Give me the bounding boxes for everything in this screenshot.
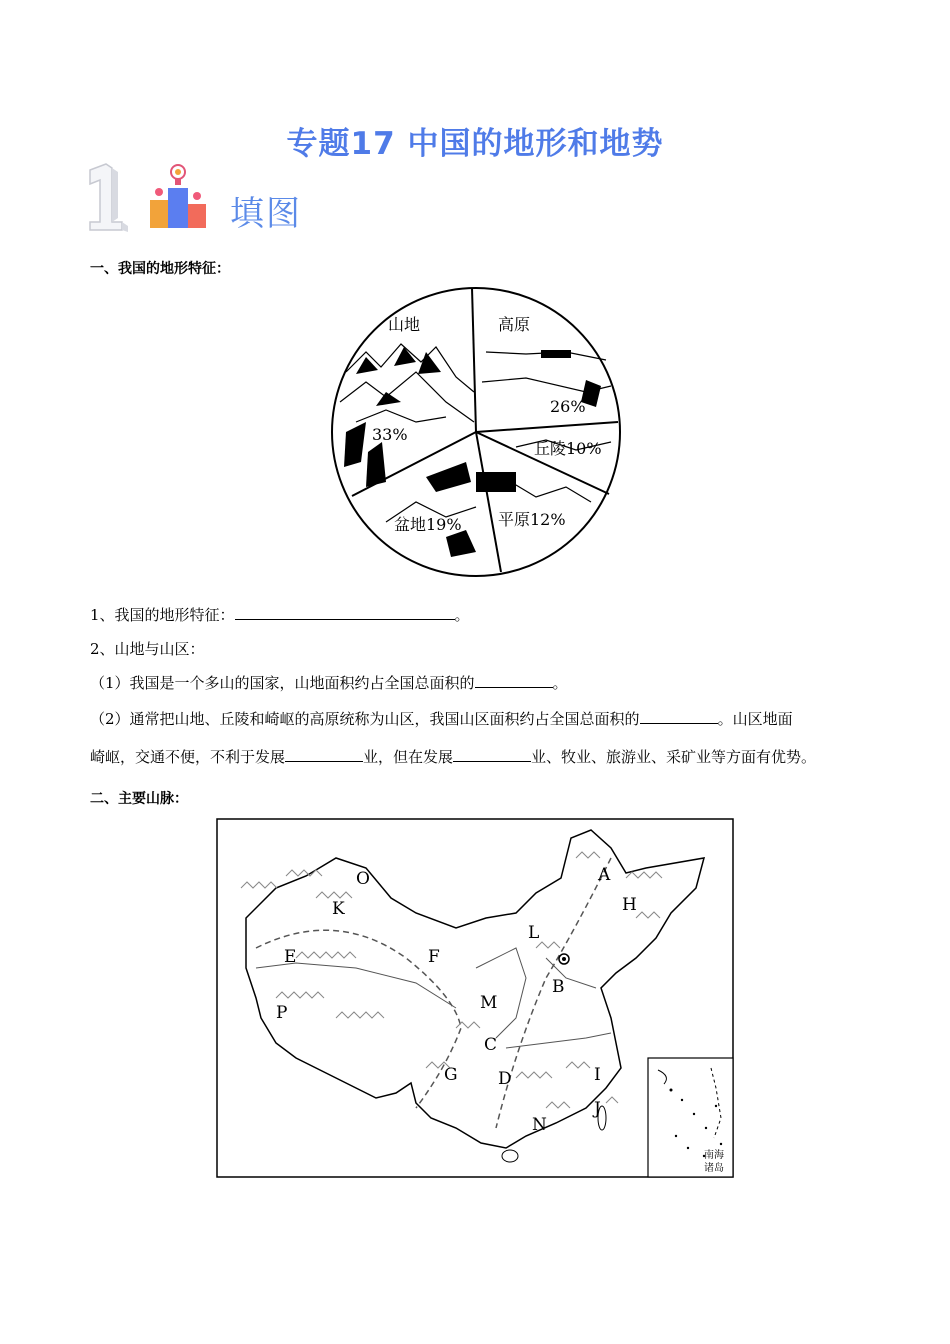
pie-label-mountain: 山地 bbox=[388, 315, 421, 334]
pie-label-plain: 平原12% bbox=[498, 510, 566, 529]
map-label: C bbox=[484, 1035, 498, 1055]
pie-label-plateau: 高原 bbox=[498, 315, 531, 334]
pie-label-mountain-pct: 33% bbox=[372, 425, 408, 444]
answer-blank[interactable] bbox=[453, 745, 531, 762]
page-title: 专题17 中国的地形和地势 bbox=[286, 126, 664, 162]
map-label: N bbox=[532, 1115, 547, 1135]
question-2: 2、山地与山区： bbox=[90, 640, 205, 658]
question-1: 1、我国的地形特征： 。 bbox=[90, 600, 880, 630]
map-label: A bbox=[598, 865, 611, 885]
map-label: H bbox=[622, 895, 637, 915]
map-label: E bbox=[284, 947, 297, 967]
section-heading: 二、主要山脉： bbox=[90, 791, 188, 807]
map-label: L bbox=[528, 923, 540, 943]
question-2-2: （2）通常把山地、丘陵和崎岖的高原统称为山区，我国山区面积约占全国总面积的 。山区地面 bbox=[90, 704, 880, 734]
map-label: M bbox=[480, 993, 498, 1013]
terrain-pie-chart bbox=[326, 282, 626, 582]
badge-label: 填图 bbox=[230, 194, 302, 234]
question-2-2-cont: 崎岖，交通不便，不利于发展 业，但在发展 业、牧业、旅游业、采矿业等方面有优势。 bbox=[90, 742, 880, 772]
map-label: D bbox=[498, 1069, 512, 1089]
map-label: O bbox=[356, 869, 370, 889]
map-label: F bbox=[428, 947, 440, 967]
answer-blank[interactable] bbox=[285, 745, 363, 762]
map-label: J bbox=[594, 1099, 601, 1119]
map-label: I bbox=[594, 1065, 601, 1085]
pie-label-plateau-pct: 26% bbox=[550, 397, 586, 416]
question-2-1: （1）我国是一个多山的国家，山地面积约占全国总面积的 。 bbox=[90, 668, 880, 698]
answer-blank[interactable] bbox=[235, 603, 455, 620]
number-one-icon bbox=[90, 164, 128, 232]
map-label: B bbox=[552, 977, 565, 997]
map-label: P bbox=[276, 1003, 288, 1023]
answer-blank[interactable] bbox=[640, 707, 718, 724]
section-heading: 一、我国的地形特征： bbox=[90, 261, 230, 277]
pie-label-hills: 丘陵10% bbox=[534, 439, 602, 458]
pie-label-basin: 盆地19% bbox=[394, 515, 462, 534]
inset-label: 南海 bbox=[704, 1150, 724, 1161]
china-mountains-map bbox=[216, 818, 734, 1178]
answer-blank[interactable] bbox=[475, 671, 553, 688]
map-label: K bbox=[332, 899, 345, 919]
inset-label: 诸岛 bbox=[704, 1163, 724, 1174]
map-label: G bbox=[444, 1065, 458, 1085]
